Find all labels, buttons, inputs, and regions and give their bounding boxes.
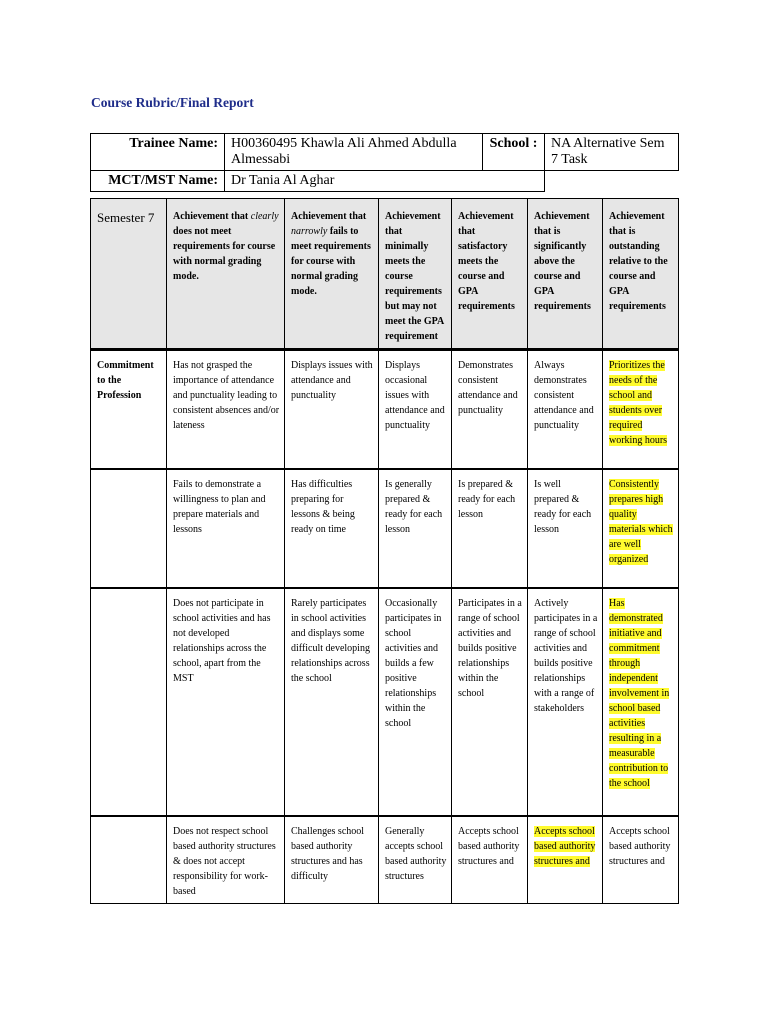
highlighted-text: Has demonstrated initiative and commitment through independent involvement in school based activities resulting in a measurable contribution to the school <box>609 598 670 789</box>
highlighted-text: Prioritizes the needs of the school and students over required working hours <box>609 360 668 446</box>
highlighted-text: Consistently prepares high quality materials which are well organized <box>609 479 673 565</box>
rubric-cell: Demonstrates consistent attendance and punctuality <box>452 350 528 470</box>
rubric-cell: Is generally prepared & ready for each lesson <box>379 469 452 588</box>
rubric-cell: Challenges school based authority structures and has difficulty <box>285 816 379 904</box>
rubric-cell: Has not grasped the importance of attendance and punctuality leading to consistent absences and/or lateness <box>167 350 285 470</box>
rubric-cell-selected <box>603 588 679 816</box>
rubric-cell: Displays issues with attendance and punctuality <box>285 350 379 470</box>
rubric-table <box>90 198 679 904</box>
criteria-area-label: Commitment to the Profession <box>91 350 167 470</box>
rubric-cell: Fails to demonstrate a willingness to plan and prepare materials and lessons <box>167 469 285 588</box>
trainee-name-value: H00360495 Khawla Ali Ahmed Abdulla Almessabi <box>225 134 483 171</box>
mst-name-label: MCT/MST Name: <box>91 171 225 192</box>
rubric-cell: Accepts school based authority structures and <box>603 816 679 904</box>
rubric-row <box>91 350 679 470</box>
empty-cell <box>545 171 679 192</box>
rubric-cell: Does not respect school based authority structures & does not accept responsibility for work-based <box>167 816 285 904</box>
rubric-cell-selected <box>528 816 603 904</box>
trainee-info-table <box>90 133 679 192</box>
rubric-cell: Does not participate in school activities and has not developed relationships across the school, apart from the MST <box>167 588 285 816</box>
level-header: Achievement that is outstanding relative to the course and GPA requirements <box>603 199 679 350</box>
level-header: Achievement that minimally meets the course requirements but may not meet the GPA requirement <box>379 199 452 350</box>
rubric-cell-selected <box>603 350 679 470</box>
trainee-name-label: Trainee Name: <box>91 134 225 171</box>
level-header: Achievement that clearly does not meet requirements for course with normal grading mode. <box>167 199 285 350</box>
criteria-area-label <box>91 469 167 588</box>
mst-name-value: Dr Tania Al Aghar <box>225 171 545 192</box>
criteria-area-label <box>91 588 167 816</box>
rubric-cell: Accepts school based authority structures and <box>452 816 528 904</box>
highlighted-text: Accepts school based authority structures and <box>534 826 596 867</box>
rubric-cell: Rarely participates in school activities and displays some difficult developing relationships across the school <box>285 588 379 816</box>
rubric-header-row <box>91 199 679 350</box>
level-header: Achievement that narrowly fails to meet requirements for course with normal grading mode. <box>285 199 379 350</box>
level-header: Achievement that is significantly above the course and GPA requirements <box>528 199 603 350</box>
school-label: School : <box>483 134 545 171</box>
semester-label: Semester 7 <box>91 199 167 350</box>
level-header: Achievement that satisfactory meets the course and GPA requirements <box>452 199 528 350</box>
rubric-cell: Always demonstrates consistent attendance and punctuality <box>528 350 603 470</box>
rubric-cell-selected <box>603 469 679 588</box>
rubric-cell: Actively participates in a range of school activities and builds positive relationships with a range of stakeholders <box>528 588 603 816</box>
rubric-row <box>91 816 679 904</box>
rubric-row <box>91 469 679 588</box>
rubric-cell: Has difficulties preparing for lessons & being ready on time <box>285 469 379 588</box>
document-title: Course Rubric/Final Report <box>91 95 254 110</box>
rubric-row <box>91 588 679 816</box>
rubric-cell: Occasionally participates in school activities and builds a few positive relationships within the school <box>379 588 452 816</box>
criteria-area-label <box>91 816 167 904</box>
school-value: NA Alternative Sem 7 Task <box>545 134 679 171</box>
rubric-cell: Is well prepared & ready for each lesson <box>528 469 603 588</box>
rubric-cell: Is prepared & ready for each lesson <box>452 469 528 588</box>
rubric-cell: Displays occasional issues with attendance and punctuality <box>379 350 452 470</box>
rubric-cell: Generally accepts school based authority structures <box>379 816 452 904</box>
rubric-cell: Participates in a range of school activities and builds positive relationships within the school <box>452 588 528 816</box>
